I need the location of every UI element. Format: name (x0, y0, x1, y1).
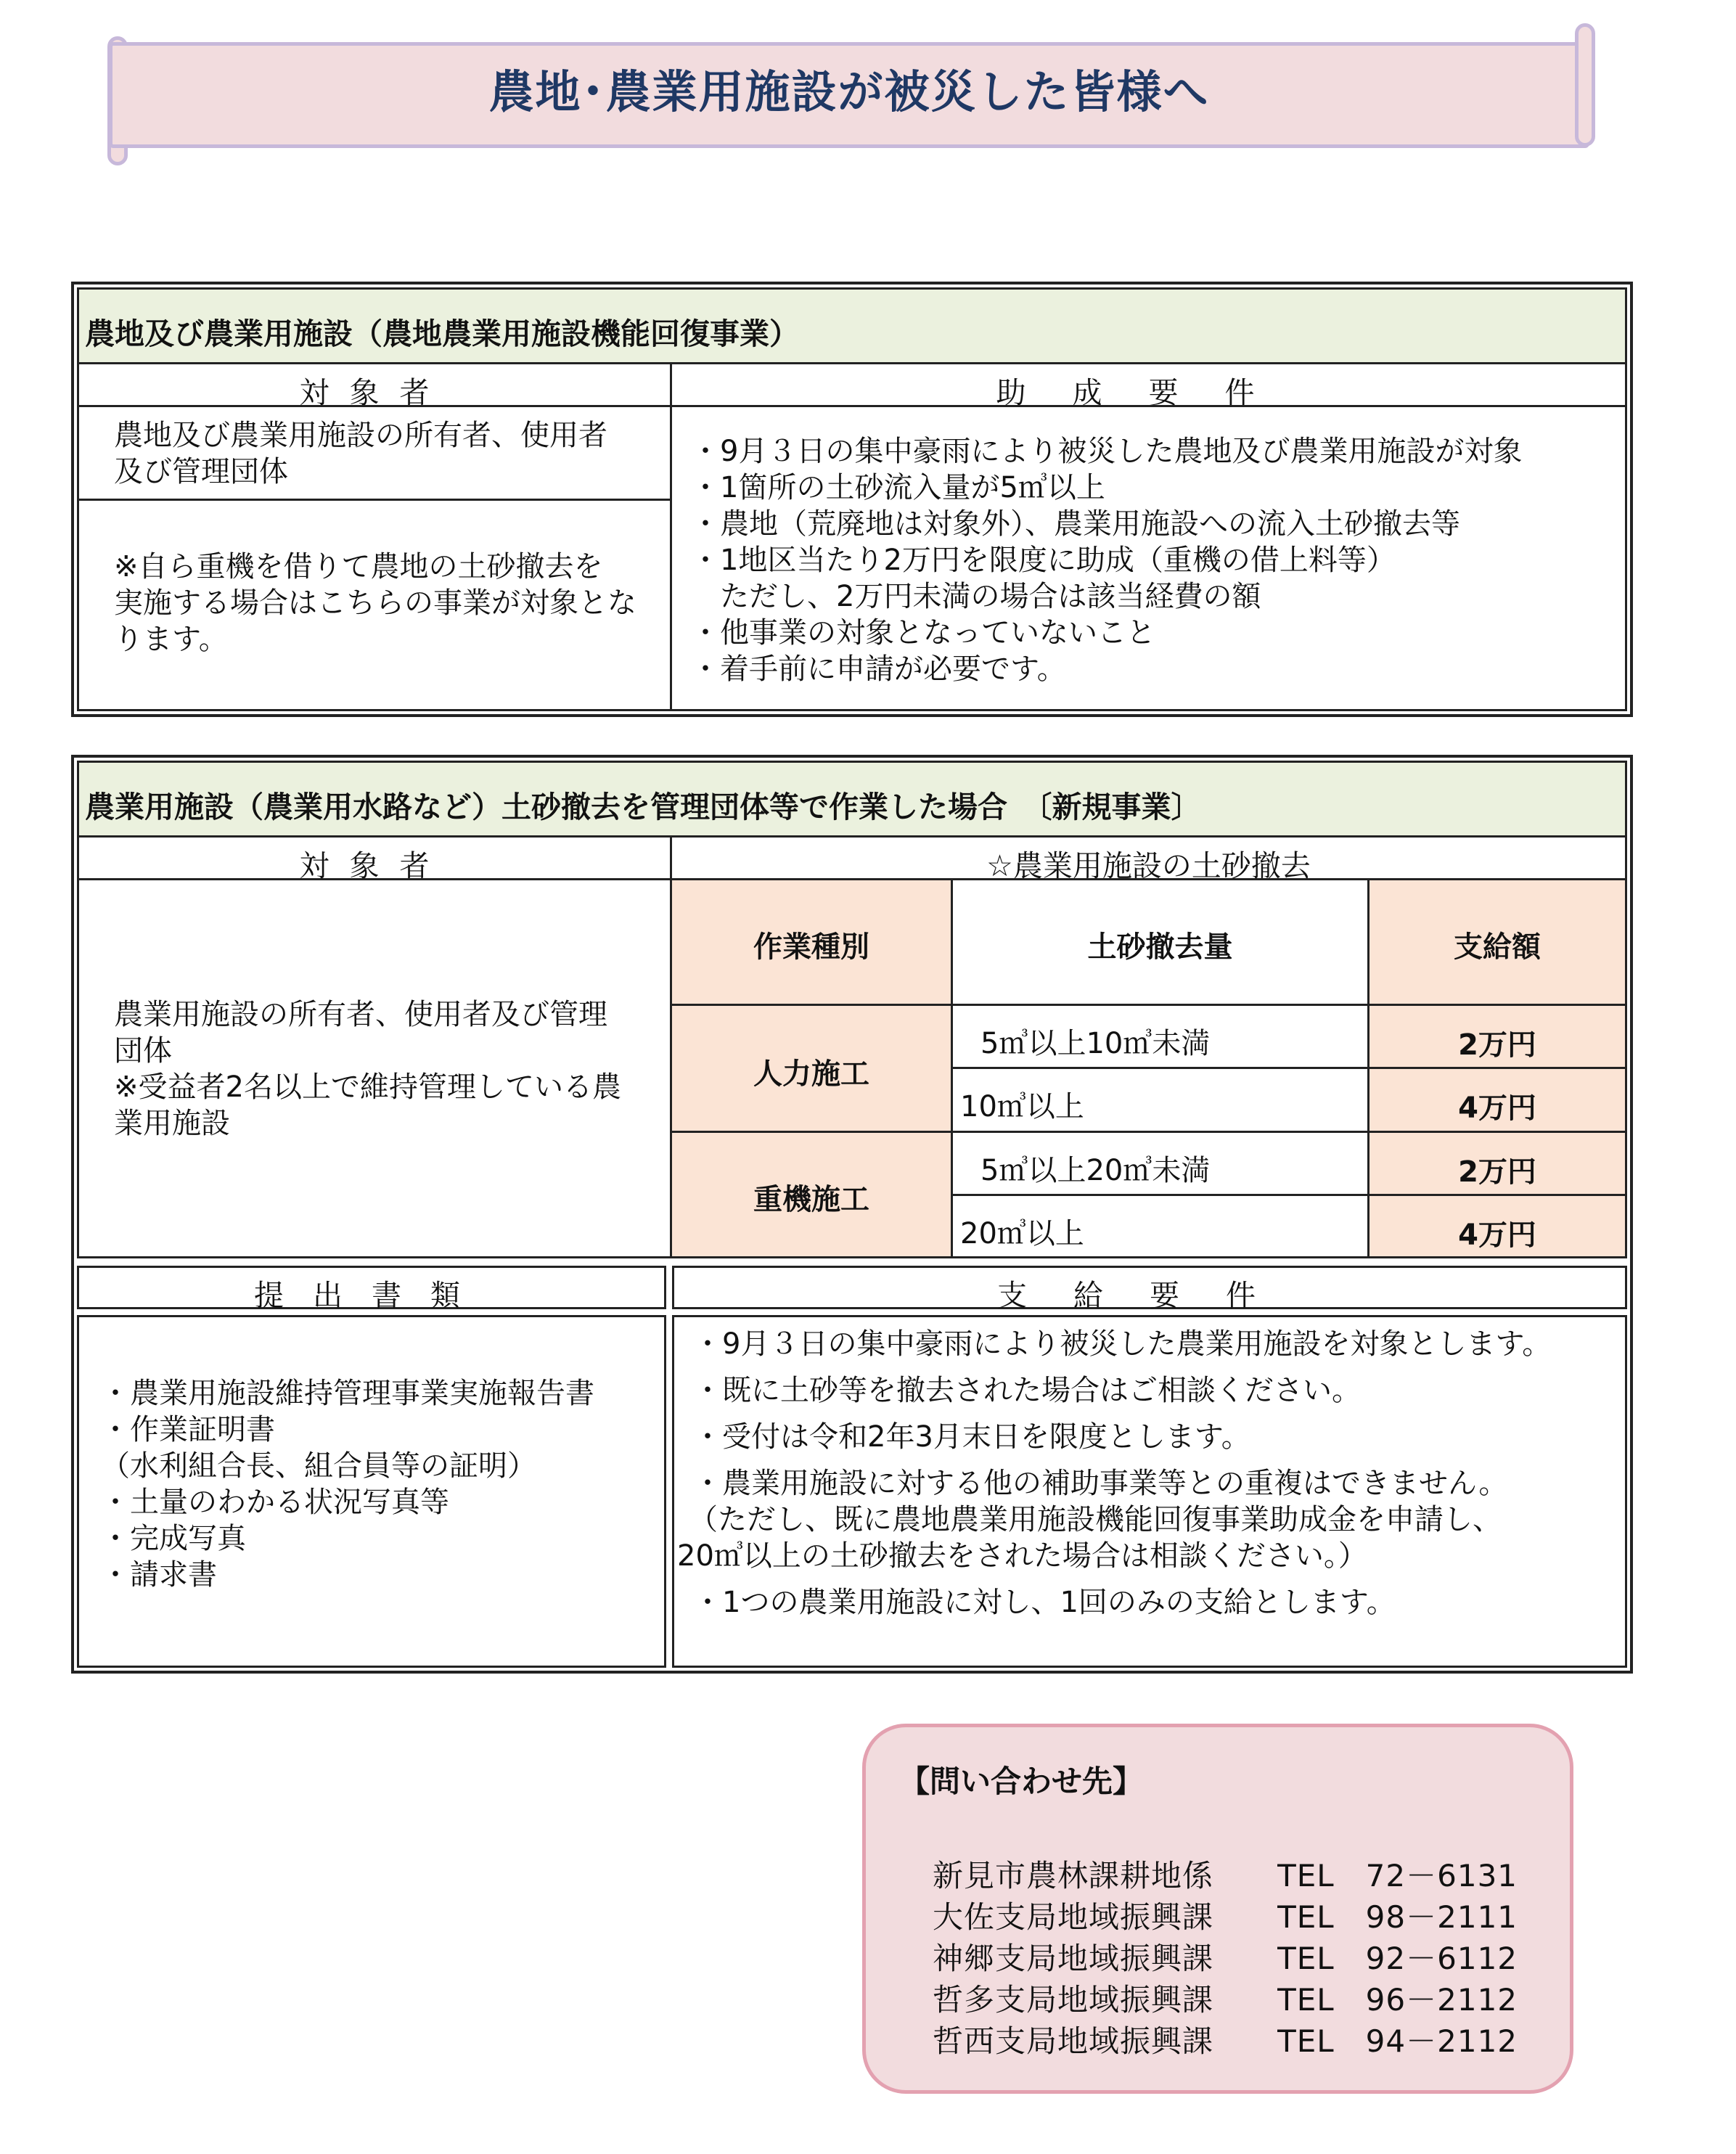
table-row (1367, 1004, 1627, 1069)
grid-header-amount-label: 支給額 (1454, 930, 1541, 964)
table2-conditions-cell (672, 1315, 1627, 1668)
grid-header-volume-label: 土砂撤去量 (1087, 930, 1233, 964)
grid-type-manual (670, 1004, 953, 1133)
contact-office: 神郷支局地域振興課 (933, 1941, 1214, 1976)
list-item: ・農地（荒廃地は対象外）、農業用施設への流入土砂撤去等 (691, 507, 1460, 541)
list-item: ・土量のわかる状況写真等 (101, 1486, 449, 1519)
grid-type-manual-label: 人力施工 (753, 1057, 869, 1091)
table2-col-documents-label: 提出書類 (254, 1278, 489, 1313)
grid-amount: 4万円 (1458, 1092, 1536, 1125)
grid-header-amount (1367, 878, 1627, 1006)
table1-target-note-text: ※自ら重機を借りて農地の土砂撤去を 実施する場合はこちらの事業が対象とな ります。 (114, 550, 636, 656)
list-item: ・着手前に申請が必要です。 (691, 652, 1066, 686)
table-row (951, 1067, 1369, 1133)
list-item: ただし、2万円未満の場合は該当経費の額 (691, 580, 1261, 613)
grid-volume: 5㎥以上20㎥未満 (980, 1154, 1211, 1187)
table1-col-requirements (670, 362, 1627, 410)
contact-title: 【問い合わせ先】 (899, 1764, 1144, 1799)
grid-volume: 10㎥以上 (960, 1090, 1084, 1123)
table1-header-text: 農地及び農業用施設（農地農業用施設機能回復事業） (85, 316, 799, 351)
list-item: （ただし、既に農地農業用施設機能回復事業助成金を申請し、 (689, 1503, 1502, 1536)
grid-header-type-label: 作業種別 (753, 930, 869, 964)
list-item: ・農業用施設維持管理事業実施報告書 (101, 1377, 594, 1410)
list-item: ・1箇所の土砂流入量が5㎥以上 (691, 471, 1105, 504)
contact-row (933, 1893, 1518, 1935)
table2-header-text: 農業用施設（農業用水路など）土砂撤去を管理団体等で作業した場合 〔新規事業〕 (85, 790, 1201, 824)
table2-target-cell (77, 878, 672, 1258)
table1-target-note (77, 499, 672, 711)
contact-tel: TEL 92－6112 (1277, 1941, 1518, 1976)
table-row (951, 1004, 1369, 1069)
list-item: ・作業証明書 (101, 1413, 275, 1446)
table1-col-target-label: 対象者 (299, 375, 450, 410)
table2-col-target (77, 835, 672, 883)
grid-type-machinery-label: 重機施工 (753, 1183, 869, 1216)
table1-requirements-cell (670, 405, 1627, 711)
grid-type-machinery (670, 1131, 953, 1258)
contact-tel: TEL 98－2111 (1277, 1899, 1518, 1935)
table2-documents-list (101, 1375, 594, 1593)
table2-col-documents (77, 1266, 666, 1313)
grid-amount: 2万円 (1458, 1028, 1536, 1062)
contact-row (933, 1935, 1518, 1976)
table-row (1367, 1067, 1627, 1133)
contact-office: 哲多支局地域振興課 (933, 1982, 1214, 2018)
table-row (951, 1131, 1369, 1196)
table-row (951, 1194, 1369, 1258)
contact-tel: TEL 72－6131 (1277, 1858, 1518, 1893)
table2-conditions-list (677, 1326, 1551, 1621)
page-title: 農地･農業用施設が被災した皆様へ (488, 65, 1210, 118)
contact-tel: TEL 94－2112 (1277, 2023, 1518, 2059)
list-item: ・9月３日の集中豪雨により被災した農地及び農業用施設が対象 (691, 435, 1523, 468)
table-row (1367, 1194, 1627, 1258)
grid-amount: 2万円 (1458, 1155, 1536, 1189)
contact-office: 哲西支局地域振興課 (933, 2023, 1214, 2059)
table2-col-conditions-label: 支給要件 (997, 1278, 1302, 1313)
list-item: ・既に土砂等を撤去された場合はご相談ください。 (693, 1374, 1361, 1407)
list-item: ・1地区当たり2万円を限度に助成（重機の借上料等） (691, 544, 1396, 577)
table1-header (77, 287, 1627, 364)
list-item: ・農業用施設に対する他の補助事業等との重複はできません。 (693, 1467, 1508, 1500)
table2-col-work-label: ☆農業用施設の土砂撤去 (986, 848, 1311, 883)
contact-row (933, 1976, 1518, 2018)
contact-tel: TEL 96－2112 (1277, 1982, 1518, 2018)
grid-volume: 5㎥以上10㎥未満 (980, 1027, 1211, 1060)
contact-office: 大佐支局地域振興課 (933, 1899, 1214, 1935)
list-item: ・受付は令和2年3月末日を限度とします。 (693, 1420, 1250, 1454)
table2-col-conditions (672, 1266, 1627, 1313)
contact-box (862, 1724, 1573, 2094)
table1-col-target (77, 362, 672, 410)
table1-target-owners-text: 農地及び農業用施設の所有者、使用者 及び管理団体 (114, 419, 607, 488)
grid-volume: 20㎥以上 (960, 1217, 1084, 1250)
table1-col-requirements-label: 助成要件 (996, 375, 1301, 410)
table2-col-target-label: 対象者 (299, 848, 450, 883)
table1-target-owners (77, 405, 672, 501)
list-item: ・1つの農業用施設に対し、1回のみの支給とします。 (693, 1586, 1396, 1619)
table2-documents-cell (77, 1315, 666, 1668)
list-item: 20㎥以上の土砂撤去をされた場合は相談ください。） (677, 1539, 1367, 1573)
contact-row (933, 2018, 1518, 2059)
contact-list (933, 1852, 1518, 2059)
list-item: ・9月３日の集中豪雨により被災した農業用施設を対象とします。 (693, 1327, 1552, 1361)
table-row (1367, 1131, 1627, 1196)
table2-target-text: 農業用施設の所有者、使用者及び管理 団体 ※受益者2名以上で維持管理している農 業用施設 (114, 998, 621, 1140)
list-item: ・完成写真 (101, 1522, 246, 1555)
grid-amount: 4万円 (1458, 1219, 1536, 1252)
table2-col-work (670, 835, 1627, 883)
contact-row (933, 1852, 1518, 1893)
table1-requirements-list (691, 433, 1522, 687)
list-item: ・他事業の対象となっていないこと (691, 616, 1155, 650)
list-item: ・請求書 (101, 1558, 217, 1592)
contact-office: 新見市農林課耕地係 (933, 1858, 1214, 1893)
table2-header (77, 761, 1627, 838)
grid-header-volume (951, 878, 1369, 1006)
list-item: （水利組合長、組合員等の証明） (101, 1449, 536, 1483)
grid-header-type (670, 878, 953, 1006)
